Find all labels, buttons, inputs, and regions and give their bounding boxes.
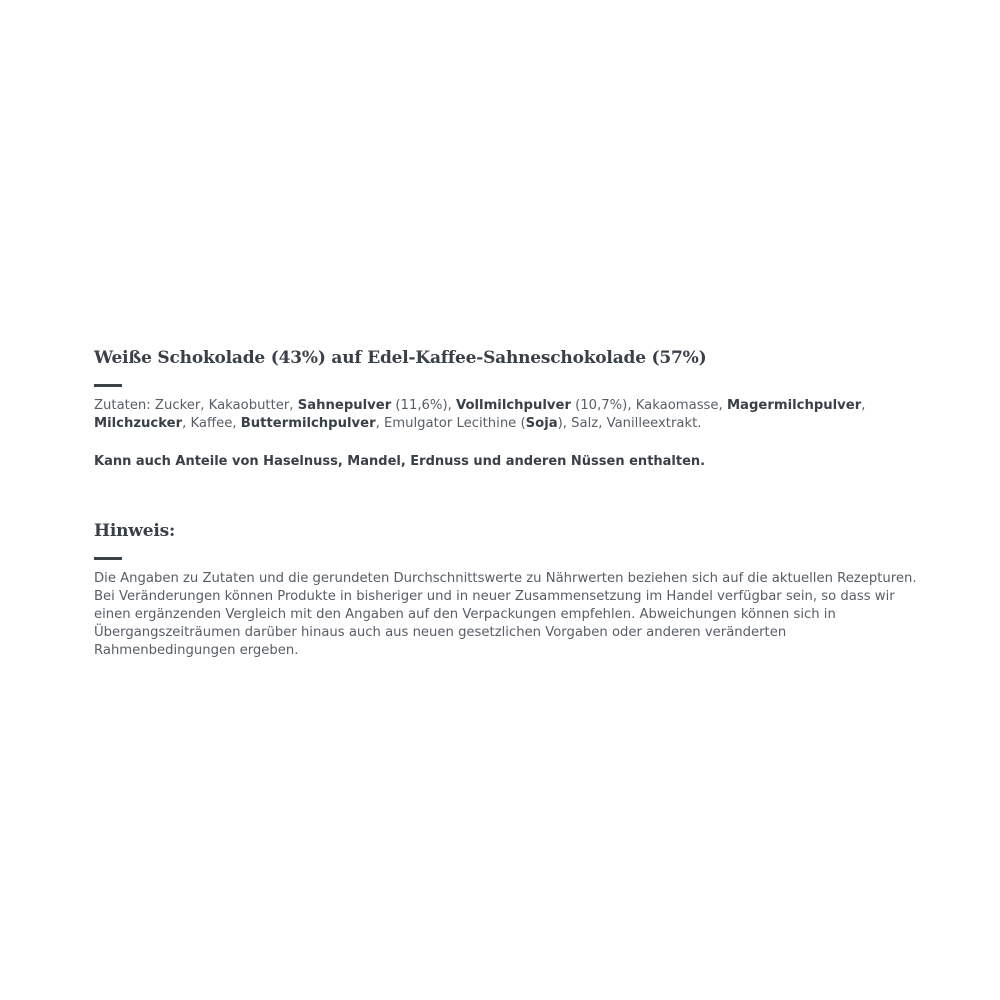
ingredient-text: (10,7%), Kakaomasse, [570, 398, 727, 413]
ingredient-text: , Kaffee, [182, 416, 241, 431]
ingredient-text: (11,6%), [391, 398, 456, 413]
ingredient-allergen: Vollmilchpulver [455, 398, 571, 413]
ingredients-section [94, 346, 924, 471]
ingredient-text: ), Salz, Vanilleextrakt. [557, 416, 702, 431]
product-title: Weiße Schokolade (43%) auf Edel-Kaffee-Sahneschokolade (57%) [94, 348, 707, 368]
ingredient-allergen: Milchzucker [94, 416, 183, 431]
notice-section [94, 519, 924, 660]
ingredient-allergen: Sahnepulver [297, 398, 392, 413]
ingredients-text [94, 397, 924, 433]
notice-title: Hinweis: [94, 521, 176, 541]
notice-text: Die Angaben zu Zutaten und die gerundeten Durchschnittswerte zu Nährwerten beziehen sich auf die aktuellen Rezepturen. Bei Veränderungen können Produkte in bisheriger und in neuer Zusammensetzung im Handel verfügbar sein, so dass wir einen ergänzenden Vergleich mit den Angaben auf den Verpackungen empfehlen. Abweichungen können sich in Übergangszeiträumen darüber hinaus auch aus neuen gesetzlichen Vorgaben oder anderen veränderten Rahmenbedingungen ergeben. [94, 571, 917, 658]
ingredient-allergen: Buttermilchpulver [240, 416, 376, 431]
notice-title-underline [94, 557, 122, 560]
ingredient-text: Zutaten: Zucker, Kakaobutter, [94, 398, 298, 413]
allergen-note: Kann auch Anteile von Haselnuss, Mandel, Erdnuss und anderen Nüssen enthalten. [94, 454, 706, 469]
ingredient-text: , [861, 398, 866, 413]
ingredient-allergen: Magermilchpulver [726, 398, 862, 413]
ingredient-allergen: Soja [525, 416, 558, 431]
title-underline [94, 384, 122, 387]
product-info [94, 346, 924, 660]
ingredient-text: , Emulgator Lecithine ( [375, 416, 526, 431]
